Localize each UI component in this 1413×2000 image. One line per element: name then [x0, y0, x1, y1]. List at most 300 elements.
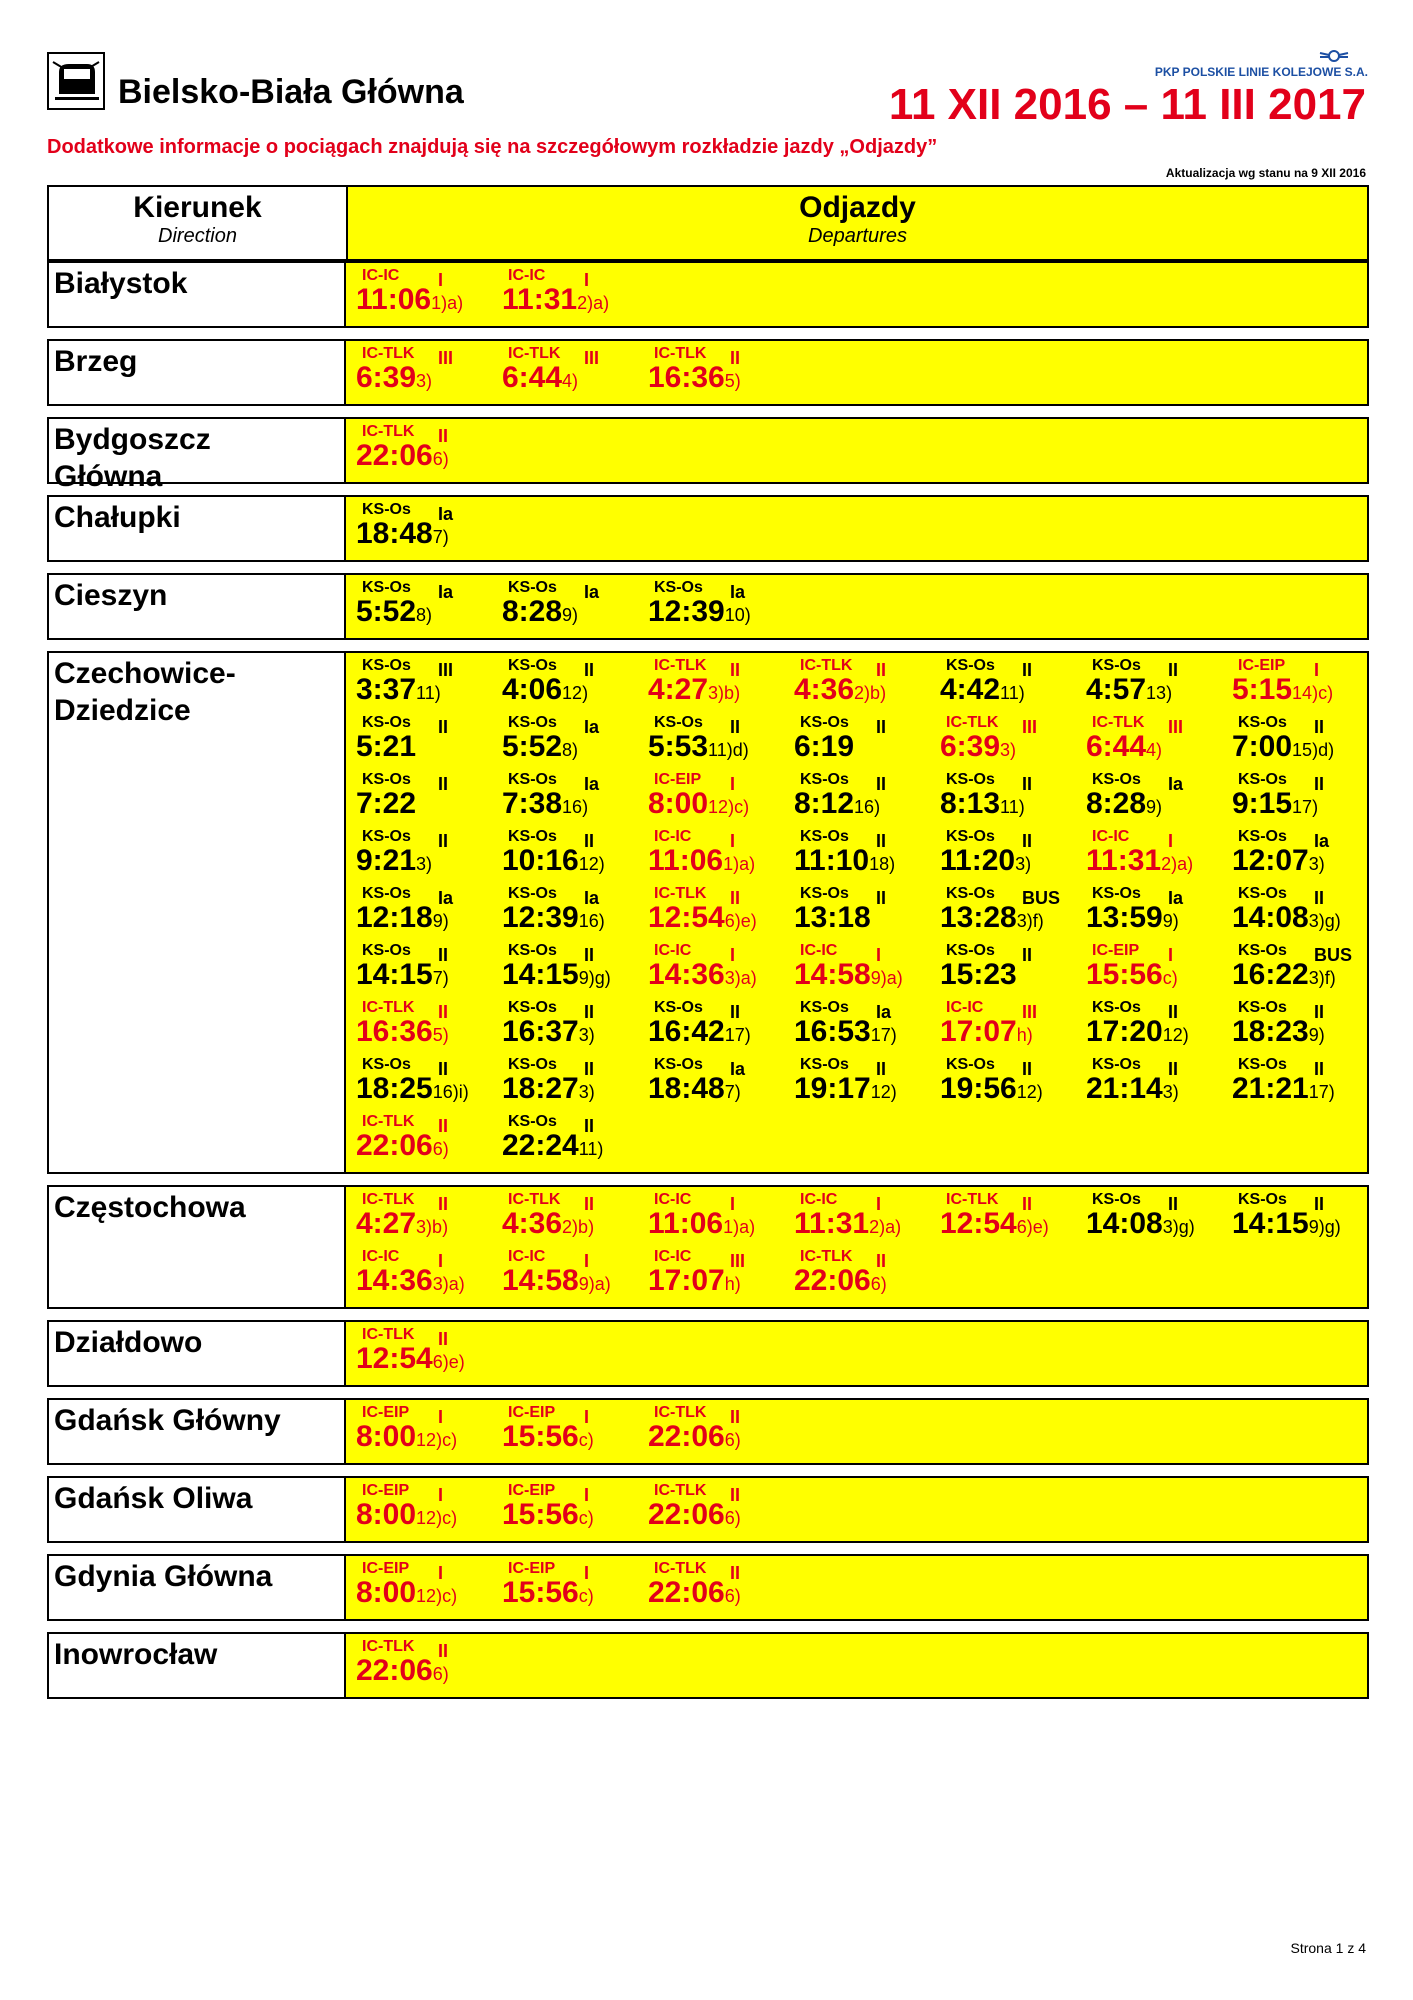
departure-time: 8:00: [356, 1420, 417, 1453]
train-class: Ia: [584, 888, 600, 908]
footnote-ref: 6): [724, 1430, 741, 1450]
departure-entry: [934, 769, 1076, 825]
train-category: IC-TLK: [654, 1482, 707, 1499]
departure-time-group: [648, 673, 740, 707]
train-category: IC-IC: [946, 999, 984, 1016]
departure-time-group: [1086, 844, 1193, 878]
footnote-ref: c): [578, 1430, 594, 1450]
train-class: II: [584, 831, 595, 851]
validity-period: 11 XII 2016 – 11 III 2017: [888, 80, 1366, 129]
direction-name: Brzeg: [49, 341, 346, 404]
departure-time-group: [502, 1129, 603, 1163]
train-category: KS-Os: [362, 771, 411, 788]
train-category: KS-Os: [362, 828, 411, 845]
train-category: IC-IC: [1092, 828, 1130, 845]
departure-time: 16:22: [1232, 958, 1309, 991]
departure-entry: [642, 769, 784, 825]
departure-entry: [496, 1402, 638, 1458]
departure-time: 15:56: [1086, 958, 1163, 991]
train-category: IC-IC: [654, 942, 692, 959]
train-category: KS-Os: [1092, 1056, 1141, 1073]
departure-entry: [1226, 1189, 1368, 1245]
additional-info: Dodatkowe informacje o pociągach znajdują się na szczegółowym rozkładzie jazdy „Odjazdy”: [47, 136, 938, 158]
departure-time-group: [940, 958, 1017, 992]
train-category: IC-TLK: [362, 1113, 415, 1130]
departure-entry: [642, 883, 784, 939]
train-logo-icon: [47, 52, 105, 110]
departure-time: 12:18: [356, 901, 433, 934]
train-category: KS-Os: [362, 885, 411, 902]
departure-time: 15:56: [502, 1576, 579, 1609]
train-category: IC-EIP: [1092, 942, 1140, 959]
departure-time-group: [502, 283, 609, 317]
train-class: II: [438, 945, 449, 965]
footnote-ref: 12)c): [416, 1430, 458, 1450]
footnote-ref: 1)a): [723, 854, 756, 874]
departure-time-group: [648, 1576, 741, 1610]
departure-time: 18:48: [356, 517, 433, 550]
train-category: IC-EIP: [508, 1404, 556, 1421]
departure-time-group: [794, 787, 880, 821]
departure-time: 21:14: [1086, 1072, 1163, 1105]
departure-time-group: [356, 844, 432, 878]
departure-entry: [350, 343, 492, 399]
train-category: IC-TLK: [654, 885, 707, 902]
train-category: KS-Os: [800, 885, 849, 902]
train-class: II: [1022, 831, 1033, 851]
train-category: KS-Os: [1238, 885, 1287, 902]
departure-time: 14:08: [1086, 1207, 1163, 1240]
departure-time: 18:23: [1232, 1015, 1309, 1048]
departure-entry: [496, 577, 638, 633]
train-class: Ia: [584, 717, 600, 737]
train-class: I: [438, 1485, 444, 1505]
departure-time-group: [1232, 958, 1336, 992]
departure-time-group: [356, 361, 432, 395]
train-class: II: [584, 1194, 595, 1214]
departure-time: 22:24: [502, 1129, 579, 1162]
departure-entry: [350, 940, 492, 996]
departure-time: 17:07: [648, 1264, 725, 1297]
footnote-ref: 12)c): [416, 1508, 458, 1528]
departure-time: 11:10: [794, 844, 870, 877]
train-class: II: [1168, 1002, 1179, 1022]
train-class: II: [1314, 1194, 1325, 1214]
train-category: IC-TLK: [800, 657, 853, 674]
train-class: II: [438, 1641, 449, 1661]
departure-time-group: [502, 1072, 595, 1106]
departures-cell: [346, 1556, 1367, 1619]
departure-time-group: [648, 787, 749, 821]
train-class: II: [1314, 717, 1325, 737]
departure-time-group: [502, 1420, 594, 1454]
departure-entry: [934, 1054, 1076, 1110]
footnote-ref: 6): [724, 1508, 741, 1528]
departure-time-group: [648, 1072, 741, 1106]
footnote-ref: h): [724, 1274, 741, 1294]
footnote-ref: 3): [1000, 740, 1017, 760]
train-class: II: [438, 426, 449, 446]
direction-name: Czechowice- Dziedzice: [49, 653, 346, 1172]
departure-time: 16:42: [648, 1015, 725, 1048]
train-class: II: [876, 660, 887, 680]
train-class: I: [584, 1563, 590, 1583]
departure-time: 12:39: [648, 595, 725, 628]
footnote-ref: 9): [1162, 911, 1179, 931]
departure-time-group: [648, 1015, 751, 1049]
footnote-ref: 16)i): [432, 1082, 469, 1102]
departure-time: 5:52: [356, 595, 417, 628]
footnote-ref: 3)g): [1162, 1217, 1195, 1237]
departure-time-group: [940, 1015, 1033, 1049]
departure-entry: [1080, 940, 1222, 996]
departure-entry: [350, 1111, 492, 1167]
footnote-ref: 9)a): [870, 968, 903, 988]
departure-time-group: [648, 958, 757, 992]
train-category: KS-Os: [508, 657, 557, 674]
direction-name: Cieszyn: [49, 575, 346, 638]
departure-entry: [350, 1324, 492, 1380]
footnote-ref: 11)d): [708, 740, 749, 760]
departure-time-group: [794, 1015, 897, 1049]
footnote-ref: 9): [1308, 1025, 1325, 1045]
train-category: KS-Os: [1092, 771, 1141, 788]
train-category: KS-Os: [1092, 999, 1141, 1016]
train-class: II: [730, 348, 741, 368]
departure-time-group: [356, 283, 463, 317]
departure-time: 12:54: [940, 1207, 1017, 1240]
departure-time-group: [648, 1207, 755, 1241]
departure-time: 9:21: [356, 844, 417, 877]
departure-time-group: [502, 595, 578, 629]
departure-time: 18:27: [502, 1072, 579, 1105]
departure-entry: [350, 655, 492, 711]
departure-entry: [350, 769, 492, 825]
departure-time: 18:25: [356, 1072, 433, 1105]
departure-entry: [496, 997, 638, 1053]
footnote-ref: 17): [1292, 797, 1319, 817]
departure-entry: [1226, 997, 1368, 1053]
train-category: KS-Os: [362, 657, 411, 674]
train-category: IC-TLK: [508, 1191, 561, 1208]
departure-time-group: [1232, 1072, 1335, 1106]
departure-time: 4:27: [648, 673, 709, 706]
departure-time: 22:06: [794, 1264, 871, 1297]
departure-time-group: [356, 1129, 449, 1163]
departure-time-group: [940, 901, 1044, 935]
footnote-ref: 3): [1162, 1082, 1179, 1102]
timetable-row: [47, 261, 1369, 328]
direction-name: Działdowo: [49, 1322, 346, 1385]
train-class: Ia: [730, 1059, 746, 1079]
departure-time: 22:06: [356, 439, 433, 472]
departure-entry: [1226, 712, 1368, 768]
departure-entry: [496, 655, 638, 711]
train-class: I: [1168, 945, 1174, 965]
departure-entry: [1226, 655, 1368, 711]
footnote-ref: 12): [1016, 1082, 1043, 1102]
train-class: II: [1022, 1059, 1033, 1079]
departure-time-group: [648, 730, 749, 764]
departure-time-group: [356, 1576, 457, 1610]
timetable-row: [47, 339, 1369, 406]
departure-time-group: [356, 1654, 449, 1688]
departure-time: 6:44: [502, 361, 563, 394]
departure-time: 17:07: [940, 1015, 1017, 1048]
footnote-ref: 10): [724, 605, 751, 625]
train-category: KS-Os: [508, 828, 557, 845]
departure-time: 6:39: [940, 730, 1001, 763]
departures-header: [348, 187, 1367, 259]
departure-time-group: [1232, 730, 1334, 764]
train-category: IC-IC: [654, 1248, 692, 1265]
departures-cell: [346, 653, 1367, 1172]
footnote-ref: 3): [416, 854, 433, 874]
departure-entry: [934, 883, 1076, 939]
departure-entry: [496, 1054, 638, 1110]
footnote-ref: 11): [1000, 797, 1025, 817]
departure-time: 16:36: [356, 1015, 433, 1048]
footnote-ref: 3): [1308, 854, 1325, 874]
departure-entry: [1080, 826, 1222, 882]
train-category: IC-IC: [508, 1248, 546, 1265]
footnote-ref: 3)a): [432, 1274, 465, 1294]
train-category: IC-TLK: [946, 714, 999, 731]
timetable-row: [47, 1398, 1369, 1465]
train-category: IC-EIP: [362, 1482, 410, 1499]
departure-time: 6:19: [794, 730, 855, 763]
train-class: II: [584, 1059, 595, 1079]
train-class: II: [730, 1563, 741, 1583]
footnote-ref: h): [1016, 1025, 1033, 1045]
footnote-ref: 6): [432, 449, 449, 469]
footnote-ref: 7): [432, 968, 449, 988]
footnote-ref: 6): [432, 1664, 449, 1684]
direction-label-en: Direction: [158, 225, 237, 247]
train-class: Ia: [584, 774, 600, 794]
departure-time-group: [648, 1498, 741, 1532]
departure-entry: [350, 1480, 492, 1536]
departure-time-group: [648, 1420, 741, 1454]
footnote-ref: c): [578, 1508, 594, 1528]
departure-entry: [788, 883, 930, 939]
train-class: III: [584, 348, 600, 368]
train-class: II: [1022, 1194, 1033, 1214]
train-class: III: [1022, 1002, 1038, 1022]
departure-time-group: [356, 517, 449, 551]
footnote-ref: 9): [1146, 797, 1163, 817]
train-class: I: [730, 774, 736, 794]
train-class: II: [876, 1059, 887, 1079]
footnote-ref: 6): [870, 1274, 887, 1294]
departure-entry: [350, 1402, 492, 1458]
train-category: KS-Os: [362, 714, 411, 731]
departure-time-group: [1232, 901, 1341, 935]
footnote-ref: 4): [562, 371, 579, 391]
train-class: II: [876, 831, 887, 851]
train-category: KS-Os: [508, 1113, 557, 1130]
footnote-ref: 3)g): [1308, 911, 1341, 931]
train-class: I: [730, 945, 736, 965]
departure-entry: [350, 265, 492, 321]
departure-time: 18:48: [648, 1072, 725, 1105]
timetable-row: [47, 1185, 1369, 1309]
train-class: II: [438, 774, 449, 794]
train-class: II: [438, 1329, 449, 1349]
train-class: II: [730, 717, 741, 737]
departure-entry: [642, 1402, 784, 1458]
train-category: KS-Os: [508, 999, 557, 1016]
departure-entry: [350, 1246, 492, 1302]
departure-time: 14:15: [502, 958, 579, 991]
departure-time: 16:37: [502, 1015, 579, 1048]
departures-label-en: Departures: [808, 225, 907, 247]
train-category: KS-Os: [946, 942, 995, 959]
footnote-ref: 16): [854, 797, 881, 817]
train-class: I: [438, 1251, 444, 1271]
train-class: II: [876, 888, 887, 908]
departure-time: 4:06: [502, 673, 563, 706]
departure-entry: [350, 1636, 492, 1692]
departure-time-group: [1232, 844, 1325, 878]
footnote-ref: 12): [578, 854, 605, 874]
departure-entry: [642, 940, 784, 996]
footnote-ref: 12): [870, 1082, 897, 1102]
departure-entry: [642, 826, 784, 882]
train-category: KS-Os: [1238, 771, 1287, 788]
footnote-ref: 13): [1146, 683, 1173, 703]
departure-entry: [934, 826, 1076, 882]
train-category: IC-TLK: [654, 657, 707, 674]
departure-entry: [642, 1189, 784, 1245]
train-category: IC-EIP: [508, 1482, 556, 1499]
departure-time: 16:53: [794, 1015, 871, 1048]
train-class: III: [1022, 717, 1038, 737]
departures-cell: [346, 1634, 1367, 1697]
departure-entry: [1226, 883, 1368, 939]
footnote-ref: 9)g): [1308, 1217, 1341, 1237]
departure-time-group: [502, 1498, 594, 1532]
departure-entry: [1226, 769, 1368, 825]
train-category: KS-Os: [1238, 828, 1287, 845]
departure-time-group: [648, 901, 757, 935]
train-class: Ia: [1314, 831, 1330, 851]
departure-time: 5:21: [356, 730, 417, 763]
departure-entry: [1080, 769, 1222, 825]
train-class: II: [1022, 945, 1033, 965]
footnote-ref: 3)a): [724, 968, 757, 988]
departure-time: 11:31: [1086, 844, 1162, 877]
departure-time: 11:31: [794, 1207, 870, 1240]
departure-entry: [496, 769, 638, 825]
update-date: Aktualizacja wg stanu na 9 XII 2016: [1165, 166, 1366, 180]
departure-time-group: [940, 844, 1031, 878]
departure-time: 15:56: [502, 1498, 579, 1531]
departure-entry: [1080, 1189, 1222, 1245]
direction-name: Białystok: [49, 263, 346, 326]
footnote-ref: 16): [562, 797, 589, 817]
direction-name: Inowrocław: [49, 1634, 346, 1697]
departure-entry: [350, 499, 492, 555]
departures-cell: [346, 1322, 1367, 1385]
departure-time-group: [940, 1072, 1043, 1106]
departure-entry: [350, 577, 492, 633]
departure-time-group: [502, 361, 578, 395]
train-category: IC-TLK: [362, 999, 415, 1016]
departure-time-group: [1086, 1015, 1189, 1049]
departure-time: 7:38: [502, 787, 563, 820]
departure-entry: [788, 826, 930, 882]
footnote-ref: 6)e): [432, 1352, 465, 1372]
train-class: I: [584, 270, 590, 290]
timetable-row: [47, 573, 1369, 640]
footnote-ref: 3): [1015, 854, 1032, 874]
train-category: IC-TLK: [946, 1191, 999, 1208]
departure-time: 14:36: [648, 958, 725, 991]
table-header: [47, 185, 1369, 261]
departure-entry: [788, 997, 930, 1053]
train-class: I: [1168, 831, 1174, 851]
footnote-ref: 9)a): [578, 1274, 611, 1294]
departure-entry: [642, 1558, 784, 1614]
footnote-ref: 3)b): [416, 1217, 449, 1237]
departure-entry: [642, 343, 784, 399]
departure-time: 11:31: [502, 283, 578, 316]
departure-time-group: [1232, 787, 1318, 821]
departure-time-group: [356, 958, 449, 992]
footnote-ref: 8): [562, 740, 579, 760]
departure-time-group: [356, 1264, 465, 1298]
departure-time-group: [1086, 958, 1178, 992]
train-category: IC-TLK: [362, 1638, 415, 1655]
departures-cell: [346, 497, 1367, 560]
train-category: KS-Os: [1092, 1191, 1141, 1208]
timetable-row: [47, 651, 1369, 1174]
timetable-row: [47, 1320, 1369, 1387]
train-category: KS-Os: [946, 885, 995, 902]
departure-entry: [350, 421, 492, 477]
direction-name: Gdańsk Główny: [49, 1400, 346, 1463]
departure-entry: [642, 1054, 784, 1110]
departure-entry: [350, 1558, 492, 1614]
timetable-row: [47, 417, 1369, 493]
departures-label: Odjazdy: [799, 191, 916, 224]
direction-header: [49, 187, 348, 259]
departure-entry: [496, 1480, 638, 1536]
departure-entry: [350, 997, 492, 1053]
footnote-ref: 15)d): [1292, 740, 1335, 760]
train-category: IC-TLK: [1092, 714, 1145, 731]
departures-cell: [346, 419, 1367, 482]
departure-entry: [350, 1054, 492, 1110]
departure-entry: [1080, 1054, 1222, 1110]
train-class: I: [876, 945, 882, 965]
train-category: IC-IC: [362, 267, 400, 284]
departure-time-group: [940, 730, 1016, 764]
footnote-ref: 12): [1162, 1025, 1189, 1045]
departure-time-group: [356, 595, 432, 629]
departure-entry: [934, 712, 1076, 768]
departure-entry: [788, 769, 930, 825]
train-class: III: [730, 1251, 746, 1271]
departure-time-group: [502, 1207, 594, 1241]
train-category: IC-TLK: [362, 1191, 415, 1208]
departure-time: 4:42: [940, 673, 1001, 706]
departure-time-group: [356, 1342, 465, 1376]
footnote-ref: 6): [432, 1139, 449, 1159]
footnote-ref: 17): [1308, 1082, 1335, 1102]
departure-time: 13:59: [1086, 901, 1163, 934]
